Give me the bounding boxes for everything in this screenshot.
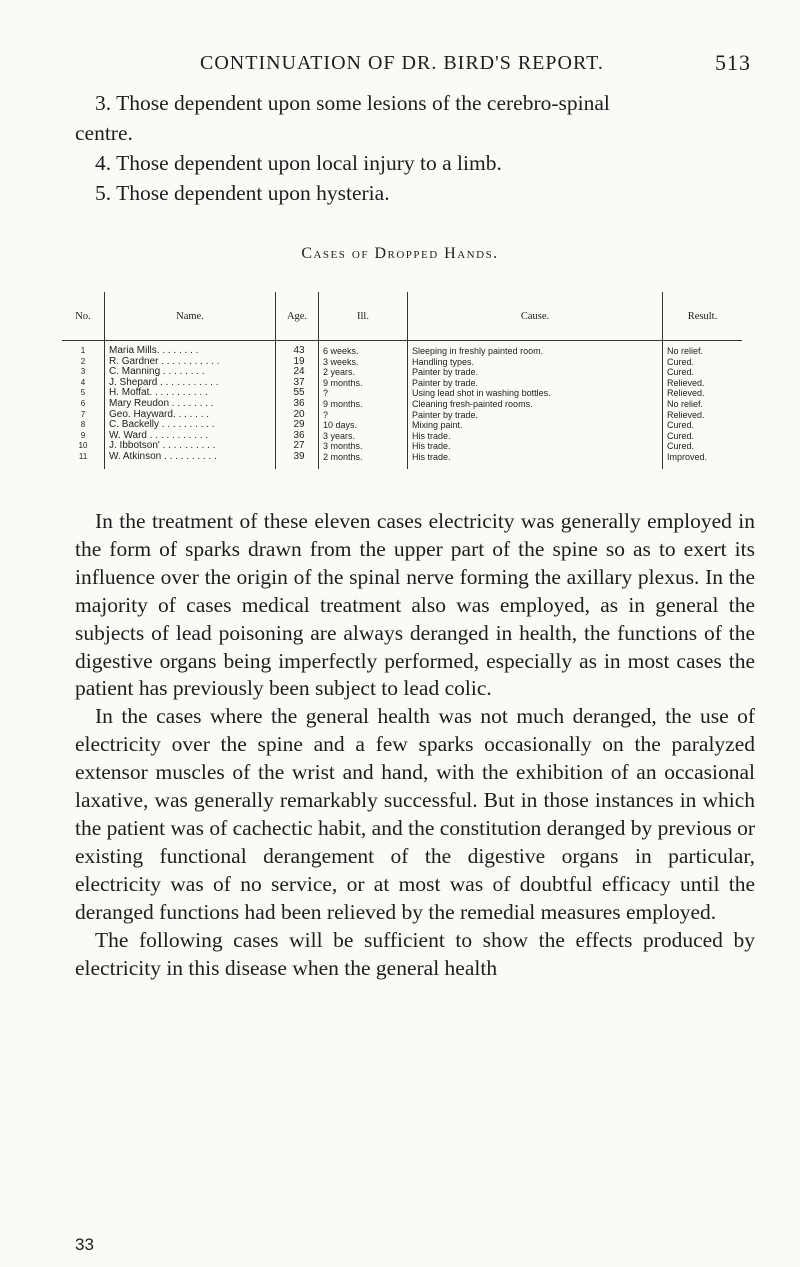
cell-age: 36 xyxy=(276,399,319,410)
cell-ill: 6 weeks. xyxy=(319,341,408,357)
cell-cause: Mixing paint. xyxy=(408,420,663,431)
cell-age: 39 xyxy=(276,452,319,469)
cell-cause: Handling types. xyxy=(408,357,663,368)
cell-name: H. Moffat. . . . . . . . . . . xyxy=(105,388,276,399)
cell-result: Relieved. xyxy=(663,378,743,389)
cell-result: Cured. xyxy=(663,420,743,431)
paragraph: In the cases where the general health was not much deranged, the use of electricity over the spine and a few sparks occasionally on the paralyzed extensor muscles of the wrist and hand, with the exhibition of an occasional laxative, was generally remarkably successful. But in those instances in which the patient was of cachectic habit, and the constitution deranged by previous or existing functional derangement of the digestive organs in particular, electricity was of no service, or at most was of doubtful efficacy until the deranged functions had been relieved by the remedial measures employed. xyxy=(75,704,756,924)
cell-no: 8 xyxy=(80,420,86,430)
col-header-ill: Ill. xyxy=(319,292,408,341)
cell-name: J. Shepard . . . . . . . . . . . xyxy=(105,378,276,389)
cell-result: Cured. xyxy=(663,367,743,378)
cell-ill: 3 months. xyxy=(319,441,408,452)
table-row xyxy=(62,341,742,357)
cases-table xyxy=(62,292,742,469)
cell-no: 3 xyxy=(80,367,86,377)
list-item-num: 4. xyxy=(95,151,112,175)
col-header-cause: Cause. xyxy=(408,292,663,341)
list-item-num: 5. xyxy=(95,181,112,205)
cell-ill: ? xyxy=(319,410,408,421)
list-item-num: 3. xyxy=(95,91,112,115)
table-header-row xyxy=(62,292,742,341)
cell-result: Improved. xyxy=(663,452,743,469)
cell-ill: 9 months. xyxy=(319,378,408,389)
cell-no: 9 xyxy=(80,430,86,440)
col-header-no: No. xyxy=(62,292,105,341)
table-body xyxy=(62,341,742,469)
cell-age: 24 xyxy=(276,367,319,378)
cell-age: 55 xyxy=(276,388,319,399)
list-item-text: Those dependent upon some lesions of the cerebro-spinal xyxy=(116,91,610,115)
running-head-title: CONTINUATION OF DR. BIRD'S REPORT. xyxy=(200,52,604,74)
table-row xyxy=(62,399,742,410)
page-number: 513 xyxy=(715,50,751,75)
col-header-result: Result. xyxy=(663,292,743,341)
cell-no: 4 xyxy=(80,377,86,387)
cell-result: No relief. xyxy=(663,341,743,357)
col-header-name: Name. xyxy=(105,292,276,341)
cell-name: C. Backelly . . . . . . . . . . xyxy=(105,420,276,431)
cell-age: 43 xyxy=(276,341,319,357)
col-header-age: Age. xyxy=(276,292,319,341)
cell-cause: His trade. xyxy=(408,431,663,442)
cell-age: 19 xyxy=(276,357,319,368)
cell-result: Cured. xyxy=(663,441,743,452)
cell-ill: ? xyxy=(319,388,408,399)
cell-no: 10 xyxy=(78,441,88,451)
list-item-text: centre. xyxy=(75,121,133,145)
cell-cause: His trade. xyxy=(408,441,663,452)
cell-ill: 3 weeks. xyxy=(319,357,408,368)
cell-ill: 2 months. xyxy=(319,452,408,469)
cell-no: 5 xyxy=(80,388,86,398)
cell-age: 27 xyxy=(276,441,319,452)
list-item-4 xyxy=(75,150,755,177)
cell-age: 36 xyxy=(276,431,319,442)
cell-no: 6 xyxy=(80,398,86,408)
body-text xyxy=(75,508,755,982)
cell-result: Cured. xyxy=(663,357,743,368)
cell-age: 29 xyxy=(276,420,319,431)
paragraph: The following cases will be sufficient to show the effects produced by electricity in this disease when the general health xyxy=(75,927,755,980)
paragraph: In the treatment of these eleven cases electricity was generally employed in the form of sparks drawn from the upper part of the spine so as to exert its influence over the origin of the spinal nerve forming the axillary plexus. In the majority of cases medical treatment also was employed, as in general the subjects of lead poisoning are always deranged in health, the functions of the digestive organs being imperfectly performed, especially as in most cases the patient has previously been subject to lead colic. xyxy=(75,509,755,701)
table-title-text: Cases of Dropped Hands. xyxy=(301,245,499,262)
cell-name: C. Manning . . . . . . . . xyxy=(105,367,276,378)
list-item-text: Those dependent upon hysteria. xyxy=(116,181,390,205)
cell-cause: Painter by trade. xyxy=(408,367,663,378)
cell-no: 11 xyxy=(78,451,88,461)
cell-ill: 9 months. xyxy=(319,399,408,410)
cell-no: 1 xyxy=(80,346,86,355)
cell-age: 20 xyxy=(276,410,319,421)
list-item-3-continued xyxy=(75,120,755,147)
cell-cause: Using lead shot in washing bottles. xyxy=(408,388,663,399)
cell-name: Geo. Hayward. . . . . . . xyxy=(105,410,276,421)
cell-name: J. Ibbotson' . . . . . . . . . . xyxy=(105,441,276,452)
cell-name: W. Ward . . . . . . . . . . . xyxy=(105,431,276,442)
list-item-text: Those dependent upon local injury to a limb. xyxy=(116,151,502,175)
cell-cause: His trade. xyxy=(408,452,663,469)
cell-name: Mary Reudon . . . . . . . . xyxy=(105,399,276,410)
list-item-5 xyxy=(75,180,755,207)
cell-ill: 10 days. xyxy=(319,420,408,431)
cell-cause: Painter by trade. xyxy=(408,378,663,389)
cell-result: Relieved. xyxy=(663,410,743,421)
cell-cause: Sleeping in freshly painted room. xyxy=(408,341,663,357)
cell-result: Cured. xyxy=(663,431,743,442)
list-item-3 xyxy=(75,90,755,117)
signature-mark: 33 xyxy=(75,1235,94,1254)
cell-ill: 2 years. xyxy=(319,367,408,378)
cell-result: No relief. xyxy=(663,399,743,410)
cell-no: 7 xyxy=(80,409,86,419)
cell-name: W. Atkinson . . . . . . . . . . xyxy=(105,452,276,469)
cell-no: 2 xyxy=(80,356,86,366)
cell-cause: Cleaning fresh-painted rooms. xyxy=(408,399,663,410)
table-title xyxy=(0,245,800,263)
cell-ill: 3 years. xyxy=(319,431,408,442)
table-row xyxy=(62,452,742,469)
cell-cause: Painter by trade. xyxy=(408,410,663,421)
cell-result: Relieved. xyxy=(663,388,743,399)
intro-list xyxy=(75,90,755,210)
cell-name: R. Gardner . . . . . . . . . . . xyxy=(105,357,276,368)
cell-age: 37 xyxy=(276,378,319,389)
cell-name: Maria Mills. . . . . . . . xyxy=(105,341,276,357)
